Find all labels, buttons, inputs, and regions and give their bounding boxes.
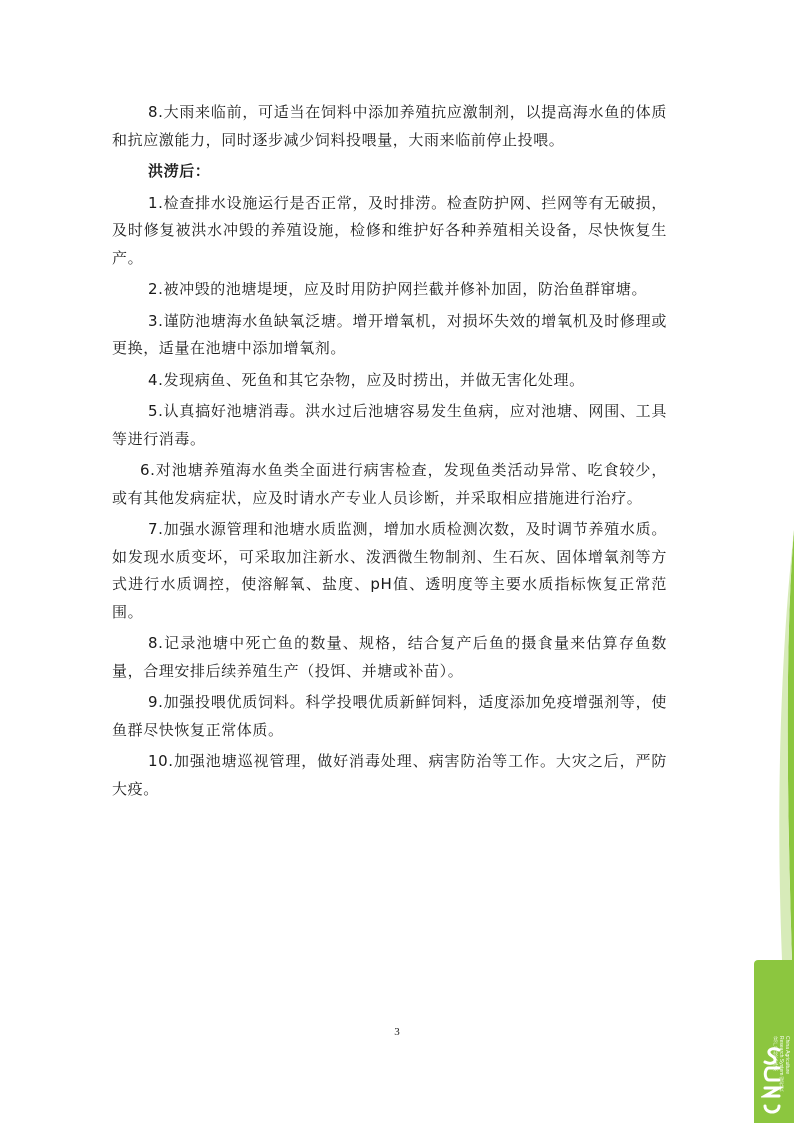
paragraph: 6.对池塘养殖海水鱼类全面进行病害检查，发现鱼类活动异常、吃食较少，或有其他发病症状，应及时请水产专业人员诊断，并采取相应措施进行治疗。 [112,461,667,507]
paragraph: 3.谨防池塘海水鱼缺氧泛塘。增开增氧机，对损坏失效的增氧机及时修理或更换，适量在池塘中添加增氧剂。 [112,311,667,357]
paragraph: 9.加强投喂优质饲料。科学投喂优质新鲜饲料，适度添加免疫增强剂等，使鱼群尽快恢复正常体质。 [112,693,667,739]
paragraph: 8.大雨来临前，可适当在饲料中添加养殖抗应激制剂，以提高海水鱼的体质和抗应激能力，同时逐步减少饲料投喂量，大雨来临前停止投喂。 [112,103,667,149]
logo-caption: China Agriculture Research System 现代农业产业技术体系 [772,1036,790,1092]
paragraph: 8.记录池塘中死亡鱼的数量、规格，结合复产后鱼的摄食量来估算存鱼数量，合理安排后续养殖生产（投饵、并塘或补苗）。 [112,634,667,680]
paragraph: 2.被冲毁的池塘堤埂，应及时用防护网拦截并修补加固，防治鱼群窜塘。 [148,280,648,298]
document-body [112,99,667,807]
paragraph: 1.检查排水设施运行是否正常，及时排涝。检查防护网、拦网等有无破损，及时修复被洪水冲毁的养殖设施，检修和维护好各种养殖相关设备，尽快恢复生产。 [112,193,667,267]
page-number: 3 [394,1026,400,1038]
section-heading: 洪涝后： [148,162,211,180]
paragraph: 4.发现病鱼、死鱼和其它杂物，应及时捞出，并做无害化处理。 [148,370,585,389]
paragraph: 5.认真搞好池塘消毒。洪水过后池塘容易发生鱼病，应对池塘、网围、工具等进行消毒。 [112,402,667,448]
paragraph: 10.加强池塘巡视管理，做好消毒处理、病害防治等工作。大灾之后，严防大疫。 [112,752,667,798]
paragraph: 7.加强水源管理和池塘水质监测，增加水质检测次数，及时调节养殖水质。如发现水质变坏，可采取加注新水、泼洒微生物制剂、生石灰、固体增氧剂等方式进行水质调控，使溶解氧、盐度、pH值、透明度等主要水质指标恢复正常范围。 [112,520,667,621]
